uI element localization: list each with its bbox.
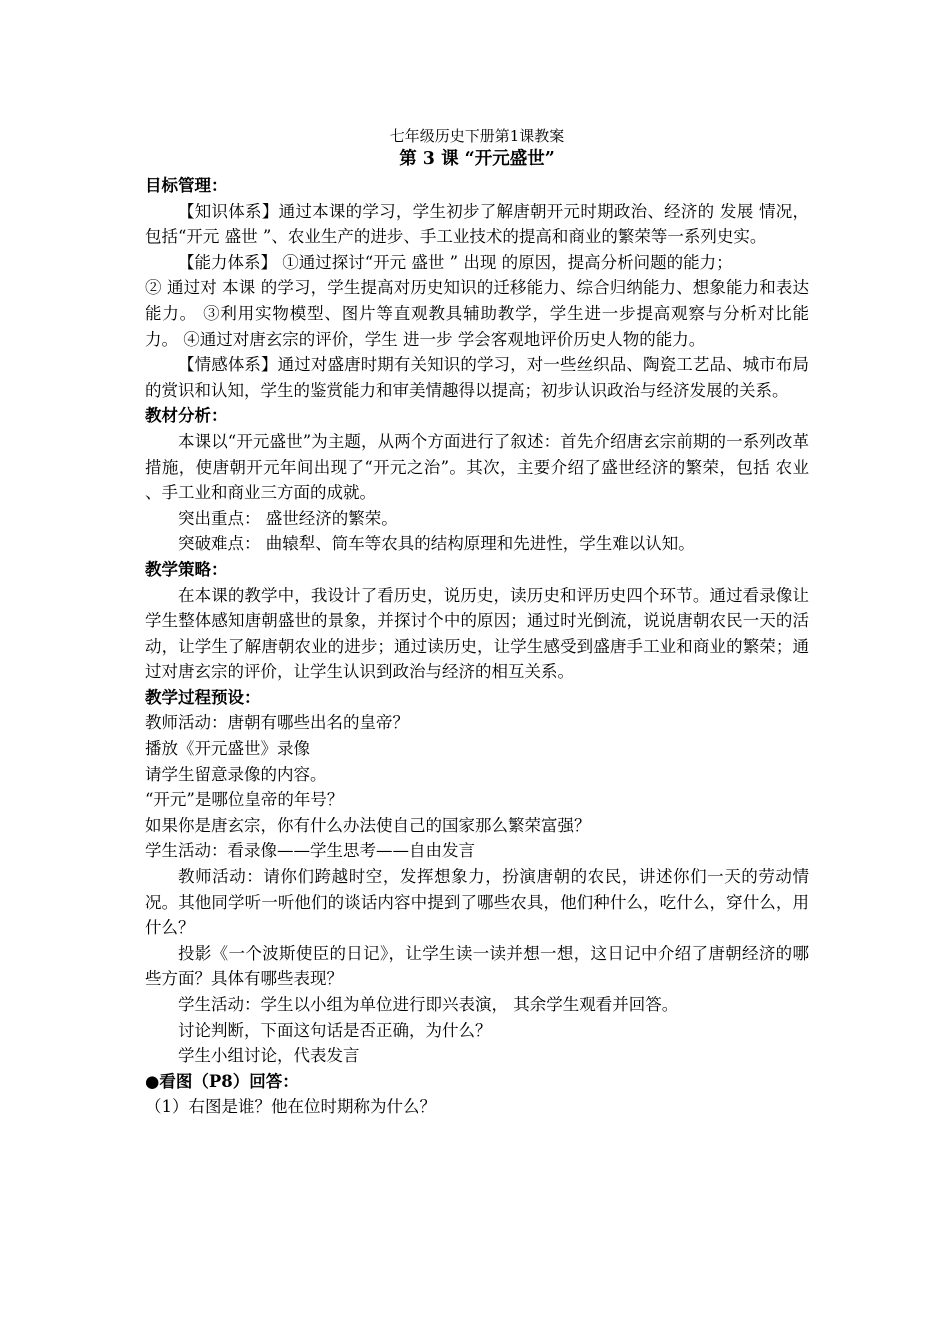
question-1: （1）右图是谁？他在位时期称为什么？: [145, 1097, 436, 1117]
process-heading: 教学过程预设：: [145, 687, 261, 707]
process-line: 教师活动：唐朝有哪些出名的皇帝？: [145, 713, 409, 733]
strategy-paragraph: 在本课的教学中，我设计了看历史，说历史，读历史和评历史四个环节。通过看录像让学生整体感知唐朝盛世的景象，并探讨个中的原因；通过时光倒流，说说唐朝农民一天的活动，让学生了解唐朝农业的进步；通过读历史，让学生感受到盛唐手工业和商业的繁荣；通过对唐玄宗的评价，让学生认识到政治与经济的相互关系。: [145, 585, 809, 682]
page-title: 第 3 课 “开元盛世”: [399, 149, 555, 169]
look-picture-bullet: ●看图（P8）回答：: [145, 1071, 299, 1091]
student-activity-line: 学生活动：学生以小组为单位进行即兴表演， 其余学生观看并回答。: [178, 995, 679, 1014]
knowledge-paragraph: 【知识体系】通过本课的学习，学生初步了解唐朝开元时期政治、经济的 发展 情况，包括“开元 盛世 ”、农业生产的进步、手工业技术的提高和商业的繁荣等一系列史实。: [145, 201, 809, 247]
process-line: 如果你是唐玄宗，你有什么办法使自己的国家那么繁荣富强？: [145, 815, 591, 835]
process-line: 请学生留意录像的内容。: [145, 764, 327, 784]
key-point: 突出重点： 盛世经济的繁荣。: [178, 508, 398, 528]
process-line: 播放《开元盛世》录像: [145, 739, 310, 759]
document-header: 七年级历史下册第1课教案: [389, 127, 565, 145]
goal-heading: 目标管理：: [145, 176, 228, 195]
strategy-heading: 教学策略：: [145, 559, 228, 579]
emotion-paragraph: 【情感体系】通过对盛唐时期有关知识的学习，对一些丝织品、陶瓷工艺品、城市布局的赏识和认知，学生的鉴赏能力和审美情趣得以提高；初步认识政治与经济发展的关系。: [145, 355, 809, 400]
process-line: “开元”是哪位皇帝的年号？: [145, 790, 344, 810]
group-line: 学生小组讨论，代表发言: [178, 1046, 360, 1066]
ability-paragraph-2: ② 通过对 本课 的学习，学生提高对历史知识的迁移能力、综合归纳能力、想象能力和表达能力。 ③利用实物模型、图片等直观教具辅助教学，学生进一步提高观察与分析对比能力。 ④通过对唐玄宗的评价，学生 进一步 学会客观地评价历史人物的能力。: [145, 278, 809, 349]
teacher-activity-paragraph: 教师活动：请你们跨越时空，发挥想象力，扮演唐朝的农民，讲述你们一天的劳动情况。其他同学听一听他们的谈话内容中提到了哪些农具，他们种什么，吃什么，穿什么，用什么？: [145, 867, 809, 938]
material-heading: 教材分析：: [145, 406, 228, 426]
projection-paragraph: 投影《一个波斯使臣的日记》，让学生读一读并想一想，这日记中介绍了唐朝经济的哪些方面？具体有哪些表现？: [145, 943, 809, 989]
discuss-line: 讨论判断，下面这句话是否正确，为什么？: [178, 1020, 492, 1040]
difficulty-point: 突破难点： 曲辕犁、筒车等农具的结构原理和先进性，学生难以认知。: [178, 534, 695, 554]
document-page: [145, 126, 809, 1120]
material-paragraph: 本课以“开元盛世”为主题，从两个方面进行了叙述：首先介绍唐玄宗前期的一系列改革措施，使唐朝开元年间出现了“开元之治”。其次，主要介绍了盛世经济的繁荣，包括 农业 、手工业和商业三方面的成就。: [145, 431, 809, 503]
ability-paragraph-1: 【能力体系】 ①通过探讨“开元 盛世 ” 出现 的原因，提高分析问题的能力；: [178, 252, 733, 272]
process-line: 学生活动：看录像——学生思考——自由发言: [145, 841, 475, 861]
